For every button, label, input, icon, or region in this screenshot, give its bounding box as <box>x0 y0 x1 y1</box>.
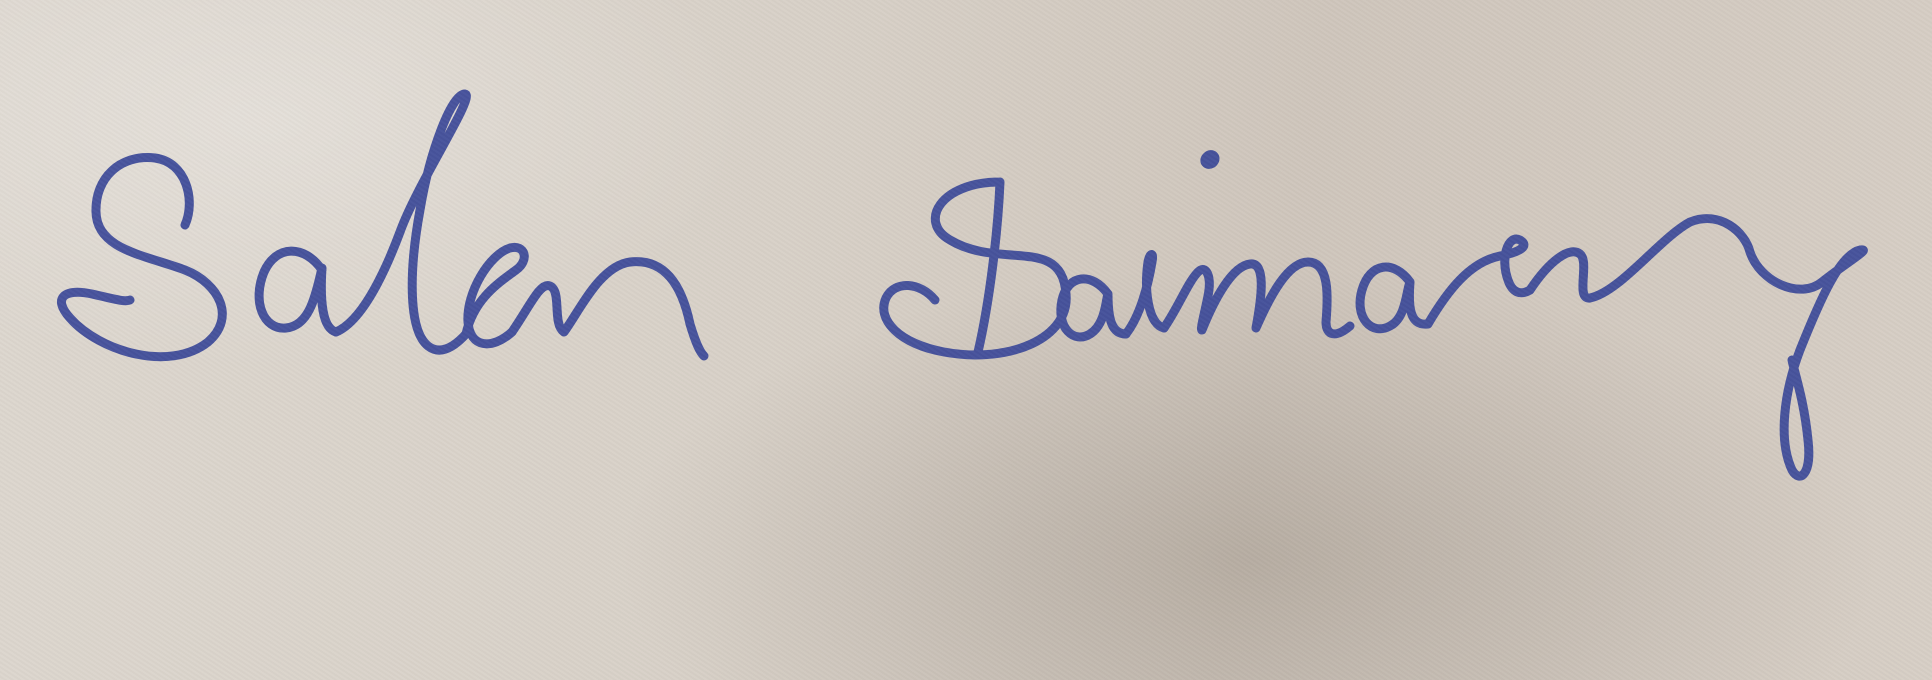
signature-ink <box>61 94 1863 476</box>
